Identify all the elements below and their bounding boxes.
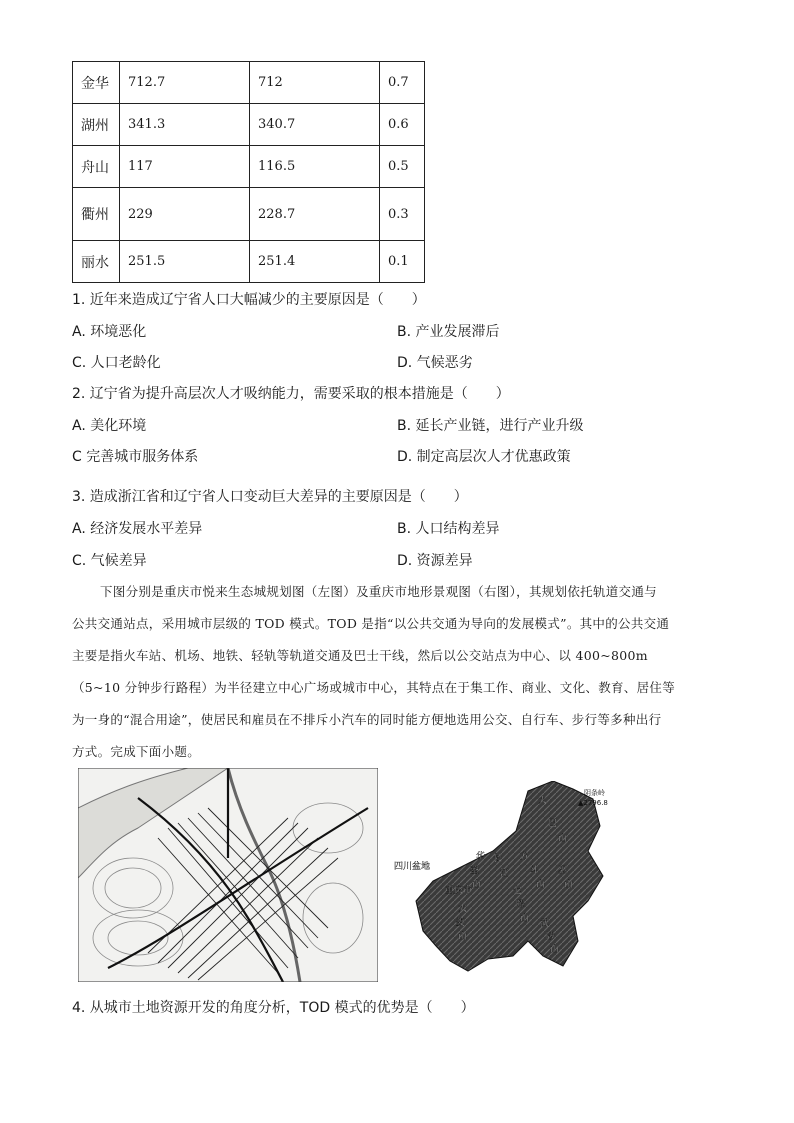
map-label: 武 bbox=[540, 919, 550, 929]
map-peak-elevation: ▲2796.8 bbox=[578, 799, 608, 807]
passage-line: 主要是指火车站、机场、地铁、轻轨等轨道交通及巴士干线，然后以公交站点为中心、以 400~800m bbox=[72, 648, 648, 663]
table-row bbox=[73, 188, 425, 241]
table-cell-city: 金华 bbox=[73, 62, 120, 104]
table-cell-v2: 340.7 bbox=[250, 104, 380, 146]
table-cell-v1: 229 bbox=[120, 188, 250, 241]
map-label: 大 bbox=[538, 796, 548, 806]
question-1-stem: 1. 近年来造成辽宁省人口大幅减少的主要原因是（ ） bbox=[72, 292, 426, 308]
map-label: 巴 bbox=[548, 819, 558, 829]
q3-option-b[interactable]: B. 人口结构差异 bbox=[397, 521, 500, 537]
q1-option-a[interactable]: A. 环境恶化 bbox=[72, 324, 147, 340]
q3-option-c[interactable]: C. 气候差异 bbox=[72, 553, 147, 569]
table-row bbox=[73, 241, 425, 283]
map-label: 华 bbox=[476, 852, 486, 862]
map-label: 山 bbox=[458, 932, 468, 942]
q2-option-c[interactable]: C 完善城市服务体系 bbox=[72, 449, 199, 465]
q2-option-b[interactable]: B. 延长产业链，进行产业升级 bbox=[397, 418, 584, 434]
map-label: 巫 bbox=[558, 866, 568, 876]
table-cell-v1: 712.7 bbox=[120, 62, 250, 104]
table-cell-v2: 251.4 bbox=[250, 241, 380, 283]
table-cell-v3: 0.5 bbox=[380, 146, 425, 188]
q3-option-d[interactable]: D. 资源差异 bbox=[397, 553, 473, 569]
map-label: 山 bbox=[472, 880, 482, 890]
table-cell-v3: 0.7 bbox=[380, 62, 425, 104]
question-4-stem: 4. 从城市土地资源开发的角度分析，TOD 模式的优势是（ ） bbox=[72, 1000, 475, 1016]
passage-line: 公共交通站点，采用城市层级的 TOD 模式。TOD 是指“以公共交通为导向的发展模式”。其中的公共交通 bbox=[72, 616, 670, 631]
passage-line: 下图分别是重庆市悦来生态城规划图（左图）及重庆市地形景观图（右图），其规划依托轨道交通与 bbox=[100, 584, 657, 599]
population-table bbox=[72, 61, 425, 283]
map-peak-name: 阴条岭 bbox=[584, 789, 605, 797]
question-2-stem: 2. 辽宁省为提升高层次人才吸纳能力，需要采取的根本措施是（ ） bbox=[72, 386, 510, 402]
map-label: 山 bbox=[550, 945, 560, 955]
table-cell-v1: 117 bbox=[120, 146, 250, 188]
q1-option-b[interactable]: B. 产业发展滞后 bbox=[397, 324, 500, 340]
question-3-stem: 3. 造成浙江省和辽宁省人口变动巨大差异的主要原因是（ ） bbox=[72, 489, 468, 505]
table-cell-v2: 116.5 bbox=[250, 146, 380, 188]
map-label: 长 bbox=[493, 854, 503, 864]
map-label: 蓥 bbox=[470, 866, 480, 876]
q2-option-a[interactable]: A. 美化环境 bbox=[72, 418, 147, 434]
map-label: 重庆市 bbox=[445, 886, 473, 896]
q1-option-c[interactable]: C. 人口老龄化 bbox=[72, 355, 161, 371]
table-cell-v2: 712 bbox=[250, 62, 380, 104]
passage-line: 方式。完成下面小题。 bbox=[72, 744, 201, 759]
map-label: 方 bbox=[520, 852, 530, 862]
passage-line: （5~10 分钟步行路程）为半径建立中心广场或城市中心，其特点在于集工作、商业、文化、教育、居住等 bbox=[72, 680, 676, 695]
table-cell-v1: 251.5 bbox=[120, 241, 250, 283]
map-label: 山 bbox=[564, 880, 574, 890]
table-cell-city: 衢州 bbox=[73, 188, 120, 241]
chongqing-terrain-map bbox=[388, 781, 618, 976]
map-label: 陵 bbox=[546, 932, 556, 942]
table-cell-v3: 0.3 bbox=[380, 188, 425, 241]
q1-option-d[interactable]: D. 气候恶劣 bbox=[397, 355, 473, 371]
table-cell-v3: 0.6 bbox=[380, 104, 425, 146]
table-cell-v2: 228.7 bbox=[250, 188, 380, 241]
map-label: 山 bbox=[536, 880, 546, 890]
map-label: 娄 bbox=[456, 918, 466, 928]
reading-passage bbox=[72, 576, 722, 768]
map-label: 七 bbox=[513, 886, 523, 896]
map-label: 四川盆地 bbox=[394, 862, 431, 872]
map-label: 山 bbox=[558, 834, 568, 844]
passage-line: 为一身的“混合用途”，使居民和雇员在不排斥小汽车的同时能方便地选用公交、自行车、步行等多种出行 bbox=[72, 712, 662, 727]
table-cell-v3: 0.1 bbox=[380, 241, 425, 283]
table-row bbox=[73, 104, 425, 146]
map-label: 曜 bbox=[516, 900, 526, 910]
planning-map-figure bbox=[78, 768, 378, 982]
map-label: 山 bbox=[520, 914, 530, 924]
table-cell-v1: 341.3 bbox=[120, 104, 250, 146]
table-cell-city: 舟山 bbox=[73, 146, 120, 188]
table-cell-city: 湖州 bbox=[73, 104, 120, 146]
table-row bbox=[73, 62, 425, 104]
map-label: 斗 bbox=[530, 866, 540, 876]
table-row bbox=[73, 146, 425, 188]
table-cell-city: 丽水 bbox=[73, 241, 120, 283]
q2-option-d[interactable]: D. 制定高层次人才优惠政策 bbox=[397, 449, 571, 465]
q3-option-a[interactable]: A. 经济发展水平差异 bbox=[72, 521, 203, 537]
map-label: 大 bbox=[458, 904, 468, 914]
map-label: 江 bbox=[500, 869, 510, 879]
